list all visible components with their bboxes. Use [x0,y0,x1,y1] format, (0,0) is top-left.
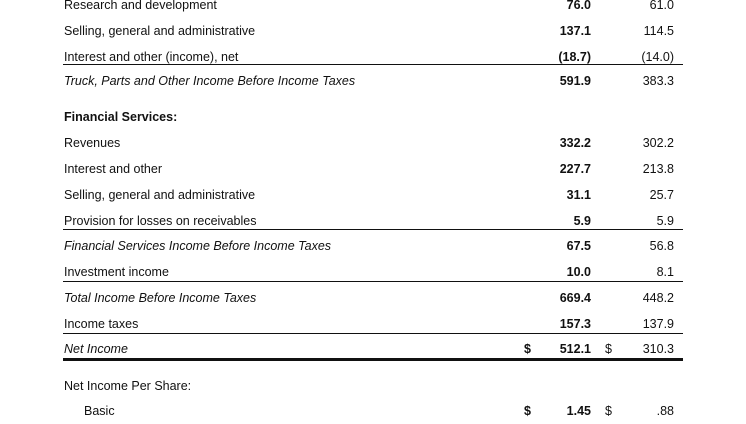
currency-symbol: $ [524,404,531,418]
row-sga [0,18,746,44]
value-prior-year: 213.8 [642,162,674,176]
value-current-year: 76.0 [566,0,591,12]
divider [63,281,683,282]
value-prior-year: 8.1 [656,265,674,279]
row-label: Revenues [64,136,121,150]
row-label: Net Income [64,342,128,356]
row-basic-eps [0,398,746,424]
value-current-year: 31.1 [566,188,591,202]
value-current-year: (18.7) [558,50,591,64]
value-prior-year: 5.9 [656,214,674,228]
value-prior-year: 114.5 [643,24,674,38]
value-prior-year: 302.2 [642,136,674,150]
row-label: Net Income Per Share: [64,379,192,393]
row-label: Total Income Before Income Taxes [64,291,257,305]
divider [63,64,683,65]
value-current-year: 67.5 [566,239,591,253]
row-fs-sga [0,182,746,208]
currency-symbol: $ [605,404,612,418]
divider [63,229,683,230]
value-prior-year: .88 [656,404,674,418]
divider [63,333,683,334]
row-net-income-per-share [0,373,746,399]
value-current-year: 137.1 [559,24,591,38]
row-label: Basic [84,404,115,418]
row-label: Interest and other (income), net [64,50,239,64]
section-heading-financial-services [0,104,746,130]
double-underline [63,358,683,361]
row-revenues [0,130,746,156]
value-current-year: 227.7 [559,162,591,176]
value-prior-year: 310.3 [642,342,674,356]
row-provision-for-losses [0,208,746,234]
value-prior-year: 137.9 [642,317,674,331]
section-title: Financial Services: [64,110,178,124]
row-interest-other-income [0,44,746,70]
value-current-year: 669.4 [559,291,591,305]
row-label: Truck, Parts and Other Income Before Income Taxes [64,74,356,88]
value-prior-year: 383.3 [642,74,674,88]
value-current-year: 5.9 [573,214,591,228]
value-prior-year: (14.0) [641,50,674,64]
row-label: Selling, general and administrative [64,24,256,38]
value-current-year: 1.45 [566,404,591,418]
row-label: Financial Services Income Before Income Taxes [64,239,332,253]
row-label: Research and development [64,0,217,12]
currency-symbol: $ [524,342,531,356]
row-label: Investment income [64,265,169,279]
value-prior-year: 25.7 [649,188,674,202]
value-current-year: 10.0 [566,265,591,279]
row-fs-income-before-taxes [0,233,746,259]
value-prior-year: 61.0 [649,0,674,12]
value-current-year: 157.3 [559,317,591,331]
row-label: Interest and other [64,162,162,176]
row-interest-and-other [0,156,746,182]
row-total-income-before-taxes [0,285,746,311]
currency-symbol: $ [605,342,612,356]
value-current-year: 332.2 [559,136,591,150]
value-current-year: 591.9 [559,74,591,88]
row-research-development [0,0,746,18]
value-current-year: 512.1 [559,342,591,356]
value-prior-year: 448.2 [642,291,674,305]
row-label: Selling, general and administrative [64,188,256,202]
value-prior-year: 56.8 [649,239,674,253]
row-label: Income taxes [64,317,139,331]
row-label: Provision for losses on receivables [64,214,257,228]
row-truck-parts-income [0,68,746,94]
